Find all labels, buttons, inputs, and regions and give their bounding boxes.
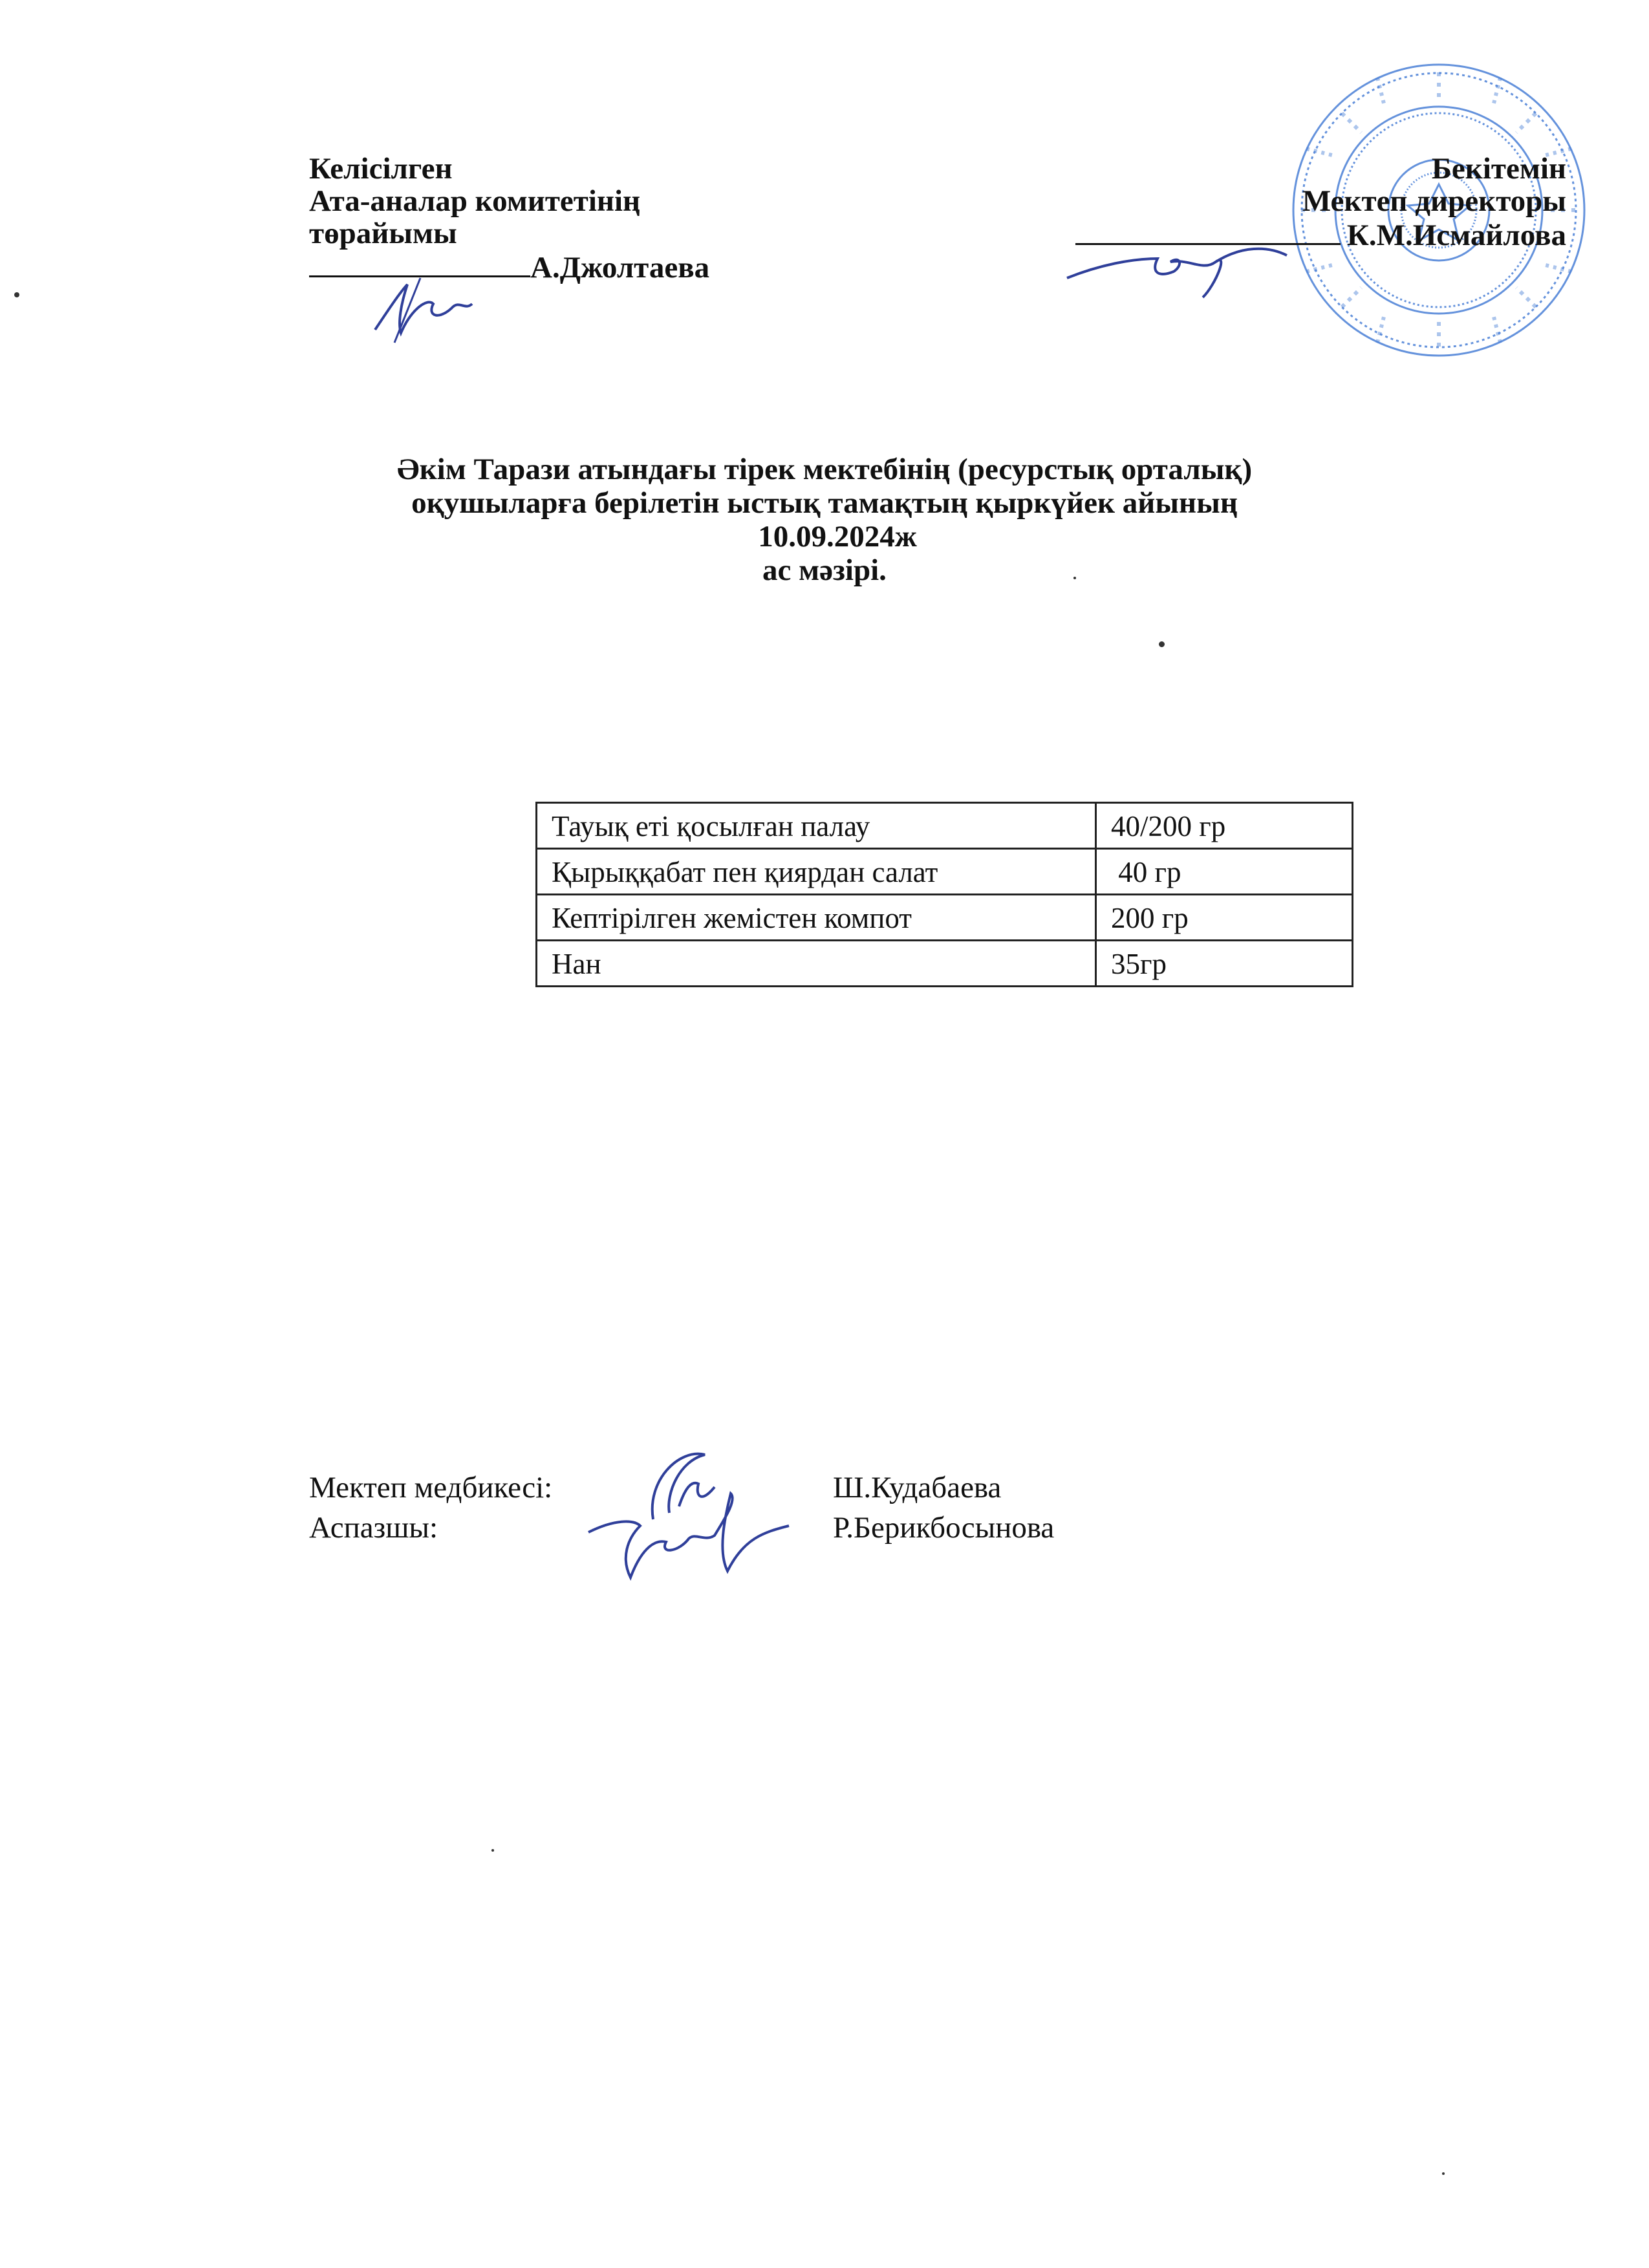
menu-item-name: Тауық еті қосылған палау	[537, 803, 1096, 849]
director-signature	[1061, 233, 1293, 304]
nurse-name: Ш.Кудабаева	[833, 1471, 1002, 1504]
document-title	[0, 453, 1649, 587]
title-line-2: оқушыларға берілетін ыстық тамақтың қыркүйек айының	[411, 486, 1238, 520]
title-date: 10.09.2024ж	[758, 520, 917, 553]
chairperson-signature	[362, 272, 479, 349]
scan-speck	[1159, 641, 1165, 647]
scan-speck	[491, 1849, 494, 1852]
approval-block-left	[309, 153, 709, 284]
menu-row	[537, 895, 1353, 941]
approve-label: Бекітемін	[1431, 152, 1566, 186]
director-label: Мектеп директоры	[1302, 184, 1566, 218]
scan-speck	[14, 292, 19, 297]
menu-item-quantity: 40 гр	[1096, 849, 1353, 895]
menu-item-quantity: 40/200 гр	[1096, 803, 1353, 849]
nurse-role: Мектеп медбикесі:	[309, 1471, 553, 1504]
title-line-1: Әкім Тарази атындағы тірек мектебінің (ресурстық орталық)	[396, 453, 1253, 486]
cook-signature	[582, 1481, 802, 1597]
menu-row	[537, 941, 1353, 987]
menu-item-name: Нан	[537, 941, 1096, 987]
cook-role: Аспазшы:	[309, 1511, 438, 1545]
scan-speck	[1073, 577, 1076, 579]
menu-item-quantity: 200 гр	[1096, 895, 1353, 941]
menu-item-name: Қырыққабат пен қиярдан салат	[537, 849, 1096, 895]
scan-speck	[1442, 2172, 1445, 2175]
menu-item-name: Кептірілген жемістен компот	[537, 895, 1096, 941]
menu-table	[535, 802, 1353, 987]
menu-row	[537, 849, 1353, 895]
chairperson-label: төрайымы	[309, 217, 457, 250]
director-name: К.М.Исмайлова	[1346, 219, 1566, 252]
agreed-label: Келісілген	[309, 152, 453, 186]
cook-name: Р.Берикбосынова	[833, 1511, 1055, 1545]
menu-row	[537, 803, 1353, 849]
title-line-4: ас мәзірі.	[762, 553, 887, 587]
chairperson-name: А.Джолтаева	[530, 251, 710, 284]
committee-label: Ата-аналар комитетінің	[309, 184, 641, 218]
menu-item-quantity: 35гр	[1096, 941, 1353, 987]
